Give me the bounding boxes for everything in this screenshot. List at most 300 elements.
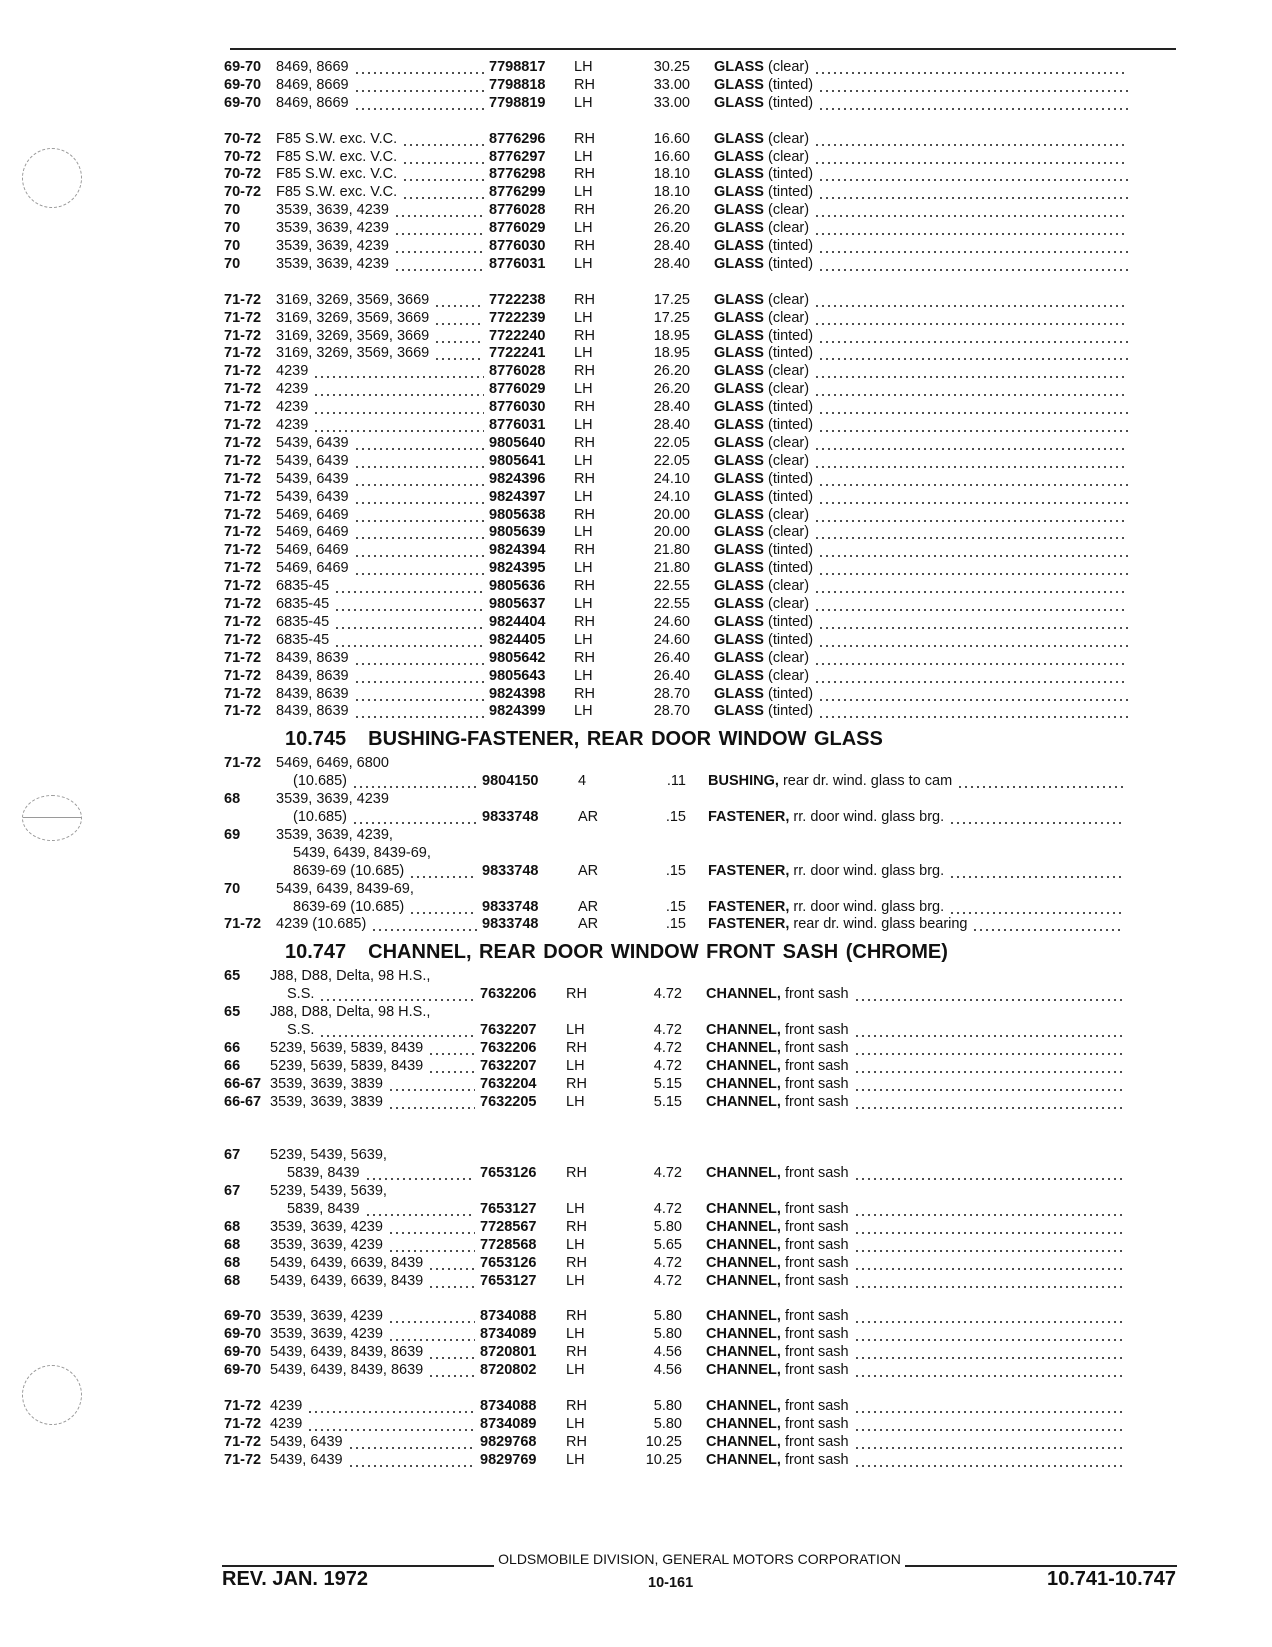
part-number: 8776296 (489, 130, 546, 147)
description-name: CHANNEL, (706, 1039, 781, 1056)
model-leader-dots (434, 358, 484, 360)
table-row (0, 488, 1272, 507)
model-year: 66 (224, 1057, 241, 1074)
description-detail: (clear) (767, 220, 810, 237)
part-description (714, 130, 809, 149)
model-codes: 3539, 3639, 4239 (276, 791, 389, 808)
description-leader-dots (957, 786, 1124, 788)
list-price: 30.25 (653, 59, 690, 75)
table-row (0, 1433, 1272, 1452)
description-leader-dots (818, 484, 1128, 486)
part-number: 7632205 (480, 1093, 537, 1110)
quantity: RH (574, 76, 595, 93)
section-number: 10.745 (285, 728, 347, 751)
model-year: 71-72 (224, 542, 262, 559)
description-detail: rr. door wind. glass brg. (793, 809, 945, 825)
part-number: 8776031 (489, 255, 546, 272)
model-leader-dots (319, 999, 475, 1001)
part-number: 8734089 (480, 1415, 537, 1432)
quantity: LH (566, 1093, 585, 1110)
list-price: 4.72 (653, 1201, 682, 1217)
part-number: 7798817 (489, 59, 546, 75)
table-row (0, 631, 1272, 650)
description-name: GLASS (714, 59, 764, 75)
table-row (0, 130, 1272, 149)
part-description (706, 1415, 849, 1434)
description-leader-dots (818, 179, 1128, 181)
part-number: 9824404 (489, 613, 546, 630)
list-price: 4.56 (653, 1362, 682, 1379)
table-row (0, 291, 1272, 310)
quantity: LH (574, 596, 593, 612)
quantity: RH (574, 238, 595, 254)
list-price: 4.72 (653, 1254, 682, 1271)
part-number: 8720801 (480, 1344, 537, 1361)
model-codes: 8469, 8669 (276, 76, 349, 93)
part-description (714, 613, 813, 632)
part-number: 7728568 (480, 1236, 537, 1253)
part-number: 9805636 (489, 578, 546, 595)
model-year: 68 (224, 1218, 241, 1235)
section-number: 10.747 (285, 941, 347, 964)
description-detail: front sash (784, 1075, 849, 1092)
table-row (0, 1254, 1272, 1273)
model-codes: 4239 (270, 1397, 303, 1414)
model-year: 71-72 (224, 524, 262, 541)
part-description (706, 1057, 849, 1076)
quantity: RH (574, 506, 595, 523)
model-codes: 3539, 3639, 4239 (276, 220, 389, 237)
part-description (714, 183, 813, 202)
table-row (0, 398, 1272, 417)
description-name: GLASS (714, 506, 764, 523)
description-detail: front sash (784, 1165, 849, 1182)
description-name: CHANNEL, (706, 1433, 781, 1450)
quantity: 4 (578, 773, 587, 790)
description-name: GLASS (714, 166, 764, 183)
table-row (0, 327, 1272, 346)
list-price: 5.80 (653, 1308, 682, 1325)
model-year: 71-72 (224, 703, 262, 720)
part-number: 8776031 (489, 417, 546, 433)
part-number: 7632204 (480, 1075, 537, 1092)
list-price: 26.20 (653, 220, 690, 237)
model-leader-dots (354, 573, 484, 575)
description-leader-dots (949, 912, 1124, 914)
part-number: 9833748 (482, 809, 539, 825)
quantity: RH (574, 166, 595, 183)
description-name: CHANNEL, (706, 1362, 781, 1379)
model-year: 69-70 (224, 59, 262, 75)
model-codes: 3539, 3639, 4239 (276, 238, 389, 254)
model-codes: 5469, 6469 (276, 506, 349, 523)
part-number: 9829769 (480, 1451, 537, 1468)
part-description (706, 1164, 849, 1183)
model-year: 70-72 (224, 148, 262, 165)
list-price: 5.80 (653, 1326, 682, 1343)
description-name: CHANNEL, (706, 1451, 781, 1468)
model-year: 66 (224, 1039, 241, 1056)
part-number: 7798819 (489, 94, 546, 111)
table-row (0, 985, 1272, 1004)
list-price: 24.60 (653, 631, 690, 648)
part-description (714, 237, 813, 256)
description-leader-dots (854, 1339, 1124, 1341)
part-number: 9833748 (482, 916, 539, 933)
description-leader-dots (854, 1465, 1124, 1467)
model-year: 71-72 (224, 345, 262, 362)
model-leader-dots (428, 1286, 475, 1288)
description-leader-dots (854, 1035, 1124, 1037)
list-price: 16.60 (653, 130, 690, 147)
model-leader-dots (354, 681, 484, 683)
footer-page-number: 10-161 (648, 1575, 694, 1591)
description-name: GLASS (714, 524, 764, 541)
description-detail: (tinted) (767, 166, 814, 183)
description-name: CHANNEL, (706, 1415, 781, 1432)
part-number: 9824395 (489, 560, 546, 577)
model-codes: 5439, 6439 (276, 470, 349, 487)
description-name: FASTENER, (708, 809, 790, 825)
part-description (706, 1200, 849, 1219)
table-row (0, 1093, 1272, 1112)
model-leader-dots (388, 1321, 475, 1323)
table-row (0, 1218, 1272, 1237)
quantity: RH (574, 542, 595, 559)
model-codes: 5439, 6439, 8439, 8639 (270, 1344, 424, 1361)
table-row (0, 844, 1272, 863)
description-name: GLASS (714, 94, 764, 111)
model-leader-dots (334, 591, 484, 593)
model-year: 71-72 (224, 417, 262, 433)
list-price: 22.55 (653, 578, 690, 595)
part-description (714, 380, 809, 399)
description-leader-dots (854, 1071, 1124, 1073)
description-detail: (tinted) (767, 685, 814, 702)
model-year: 71-72 (224, 327, 262, 344)
model-codes: 8439, 8639 (276, 685, 349, 702)
model-leader-dots (394, 215, 484, 217)
model-year: 69-70 (224, 76, 262, 93)
model-codes: 5439, 6439, 8439-69, (276, 880, 414, 897)
model-codes: 8639-69 (10.685) (293, 898, 405, 915)
model-year: 71-72 (224, 578, 262, 595)
model-leader-dots (319, 1035, 475, 1037)
description-leader-dots (972, 929, 1124, 931)
description-detail: rear dr. wind. glass bearing (793, 916, 968, 933)
table-row (0, 898, 1272, 917)
model-leader-dots (428, 1053, 475, 1055)
part-number: 7653126 (480, 1254, 537, 1271)
description-name: CHANNEL, (706, 1022, 781, 1038)
description-detail: front sash (784, 1022, 849, 1038)
model-year: 66-67 (224, 1075, 262, 1092)
list-price: 5.80 (653, 1397, 682, 1414)
quantity: RH (574, 470, 595, 487)
model-year: 71-72 (224, 631, 262, 648)
model-codes: 5439, 6439, 8439, 8639 (270, 1362, 424, 1379)
description-leader-dots (854, 1411, 1124, 1413)
model-codes: 3539, 3639, 4239 (270, 1236, 383, 1253)
model-year: 67 (224, 1183, 241, 1200)
quantity: RH (574, 685, 595, 702)
description-leader-dots (814, 394, 1128, 396)
part-number: 7722238 (489, 291, 546, 308)
footer-revision: REV. JAN. 1972 (222, 1568, 369, 1590)
description-detail: (tinted) (767, 255, 814, 272)
part-number: 8776029 (489, 381, 546, 398)
model-codes: 4239 (276, 399, 309, 416)
description-detail: (tinted) (767, 542, 814, 559)
model-codes: 8639-69 (10.685) (293, 862, 405, 879)
description-detail: (tinted) (767, 470, 814, 487)
model-codes: 6835-45 (276, 578, 330, 595)
description-name: CHANNEL, (706, 1075, 781, 1092)
list-price: 26.40 (653, 667, 690, 684)
table-row (0, 967, 1272, 986)
part-number: 9805640 (489, 434, 546, 451)
model-leader-dots (388, 1339, 475, 1341)
table-row (0, 1361, 1272, 1380)
model-year: 71-72 (224, 381, 262, 398)
model-year: 65 (224, 1004, 241, 1021)
description-name: GLASS (714, 76, 764, 93)
model-leader-dots (428, 1357, 475, 1359)
table-row (0, 362, 1272, 381)
list-price: 28.40 (653, 238, 690, 254)
table-row (0, 1397, 1272, 1416)
part-number: 7653127 (480, 1201, 537, 1217)
description-detail: front sash (784, 1218, 849, 1235)
quantity: LH (566, 1362, 585, 1379)
top-rule (230, 48, 1176, 50)
description-leader-dots (854, 1268, 1124, 1270)
model-leader-dots (313, 412, 484, 414)
model-year: 71-72 (224, 434, 262, 451)
description-detail: front sash (784, 1093, 849, 1110)
model-leader-dots (371, 929, 477, 931)
part-number: 9824405 (489, 631, 546, 648)
description-detail: (clear) (767, 506, 810, 523)
part-number: 8776297 (489, 148, 546, 165)
model-leader-dots (394, 251, 484, 253)
quantity: LH (574, 703, 593, 720)
model-codes: 8469, 8669 (276, 94, 349, 111)
list-price: 26.20 (653, 381, 690, 398)
part-description (714, 667, 809, 686)
description-leader-dots (818, 251, 1128, 253)
model-leader-dots (354, 484, 484, 486)
model-codes: 8469, 8669 (276, 59, 349, 75)
table-row (0, 1003, 1272, 1022)
description-leader-dots (854, 1089, 1124, 1091)
list-price: .15 (665, 898, 686, 915)
list-price: 26.40 (653, 649, 690, 666)
model-codes: 5469, 6469 (276, 524, 349, 541)
description-leader-dots (818, 627, 1128, 629)
section-title: CHANNEL, REAR DOOR WINDOW FRONT SASH (CHROME) (368, 941, 948, 964)
part-description (706, 1039, 849, 1058)
list-price: 4.72 (653, 986, 682, 1003)
model-codes: 3539, 3639, 4239 (276, 255, 389, 272)
model-leader-dots (348, 1447, 475, 1449)
list-price: 28.40 (653, 255, 690, 272)
part-number: 9833748 (482, 862, 539, 879)
description-leader-dots (814, 520, 1128, 522)
part-description (714, 94, 813, 113)
description-name: CHANNEL, (706, 1236, 781, 1253)
list-price: 4.72 (653, 1057, 682, 1074)
table-row (0, 1182, 1272, 1201)
part-description (714, 470, 813, 489)
model-year: 71-72 (224, 596, 262, 612)
list-price: 26.20 (653, 363, 690, 380)
model-leader-dots (313, 376, 484, 378)
part-number: 9805642 (489, 649, 546, 666)
description-leader-dots (818, 90, 1128, 92)
quantity: LH (566, 1451, 585, 1468)
description-leader-dots (814, 215, 1128, 217)
table-row (0, 506, 1272, 525)
model-codes: 3539, 3639, 4239 (270, 1308, 383, 1325)
model-leader-dots (402, 144, 484, 146)
description-name: GLASS (714, 631, 764, 648)
model-year: 70-72 (224, 130, 262, 147)
quantity: RH (574, 130, 595, 147)
part-description (714, 362, 809, 381)
list-price: 5.15 (653, 1093, 682, 1110)
quantity: LH (574, 148, 593, 165)
model-codes: 3169, 3269, 3569, 3669 (276, 345, 430, 362)
model-codes: F85 S.W. exc. V.C. (276, 166, 398, 183)
description-leader-dots (854, 1053, 1124, 1055)
list-price: 4.72 (653, 1039, 682, 1056)
description-name: GLASS (714, 148, 764, 165)
description-leader-dots (814, 448, 1128, 450)
quantity: AR (578, 916, 599, 933)
model-year: 71-72 (224, 685, 262, 702)
model-codes: 5469, 6469, 6800 (276, 755, 389, 772)
model-leader-dots (354, 108, 484, 110)
model-codes: (10.685) (293, 809, 348, 825)
quantity: RH (566, 1039, 587, 1056)
list-price: 24.10 (653, 488, 690, 505)
description-detail: (tinted) (767, 560, 814, 577)
part-number: 7632206 (480, 1039, 537, 1056)
model-year: 71-72 (224, 506, 262, 523)
part-number: 9824397 (489, 488, 546, 505)
model-codes: 4239 (10.685) (276, 916, 367, 933)
part-number: 9824398 (489, 685, 546, 702)
description-detail: front sash (784, 1415, 849, 1432)
table-row (0, 94, 1272, 113)
quantity: RH (566, 1433, 587, 1450)
description-leader-dots (854, 1429, 1124, 1431)
part-description (714, 631, 813, 650)
part-description (714, 255, 813, 274)
model-codes: 5439, 6439, 8439-69, (293, 844, 431, 861)
quantity: LH (574, 184, 593, 201)
description-leader-dots (814, 305, 1128, 307)
quantity: LH (574, 59, 593, 75)
model-codes: F85 S.W. exc. V.C. (276, 184, 398, 201)
description-detail: (tinted) (767, 327, 814, 344)
description-detail: (tinted) (767, 94, 814, 111)
description-leader-dots (814, 233, 1128, 235)
description-detail: (tinted) (767, 613, 814, 630)
quantity: LH (574, 309, 593, 326)
model-leader-dots (388, 1250, 475, 1252)
model-year: 71-72 (224, 916, 262, 933)
description-detail: (clear) (767, 434, 810, 451)
part-description (714, 327, 813, 346)
part-number: 9805638 (489, 506, 546, 523)
list-price: 4.72 (653, 1272, 682, 1289)
part-description (714, 452, 809, 471)
model-leader-dots (402, 179, 484, 181)
part-description (714, 309, 809, 328)
model-leader-dots (313, 394, 484, 396)
list-price: .11 (666, 773, 686, 790)
description-detail: (tinted) (767, 417, 814, 433)
model-year: 68 (224, 1254, 241, 1271)
model-codes: (10.685) (293, 773, 348, 790)
description-leader-dots (818, 502, 1128, 504)
description-name: GLASS (714, 202, 764, 219)
part-description (714, 291, 809, 310)
description-detail: (clear) (767, 363, 810, 380)
model-codes: 4239 (276, 417, 309, 433)
description-detail: (tinted) (767, 184, 814, 201)
part-number: 9804150 (482, 773, 539, 790)
description-name: GLASS (714, 345, 764, 362)
model-year: 69 (224, 826, 241, 843)
model-leader-dots (402, 197, 484, 199)
quantity: LH (566, 1272, 585, 1289)
list-price: 4.72 (653, 1022, 682, 1038)
list-price: .15 (665, 916, 686, 933)
model-year: 65 (224, 968, 241, 985)
description-leader-dots (854, 1214, 1124, 1216)
part-number: 8776030 (489, 238, 546, 254)
list-price: 28.40 (653, 399, 690, 416)
quantity: LH (566, 1022, 585, 1038)
table-row (0, 1057, 1272, 1076)
description-detail: rr. door wind. glass brg. (793, 898, 945, 915)
list-price: 17.25 (653, 291, 690, 308)
list-price: 24.10 (653, 470, 690, 487)
quantity: LH (574, 488, 593, 505)
model-codes: 5469, 6469 (276, 560, 349, 577)
description-name: GLASS (714, 434, 764, 451)
part-number: 8734089 (480, 1326, 537, 1343)
description-name: GLASS (714, 452, 764, 469)
description-name: CHANNEL, (706, 1201, 781, 1217)
quantity: RH (574, 399, 595, 416)
table-row (0, 434, 1272, 453)
model-leader-dots (434, 305, 484, 307)
quantity: LH (574, 94, 593, 111)
model-year: 71-72 (224, 1451, 262, 1468)
model-codes: 5439, 6439 (270, 1451, 343, 1468)
description-name: CHANNEL, (706, 1254, 781, 1271)
model-leader-dots (388, 1089, 475, 1091)
list-price: 20.00 (653, 506, 690, 523)
model-year: 71-72 (224, 309, 262, 326)
footer-division (222, 1550, 1177, 1568)
model-leader-dots (428, 1375, 475, 1377)
part-description (706, 1361, 849, 1380)
